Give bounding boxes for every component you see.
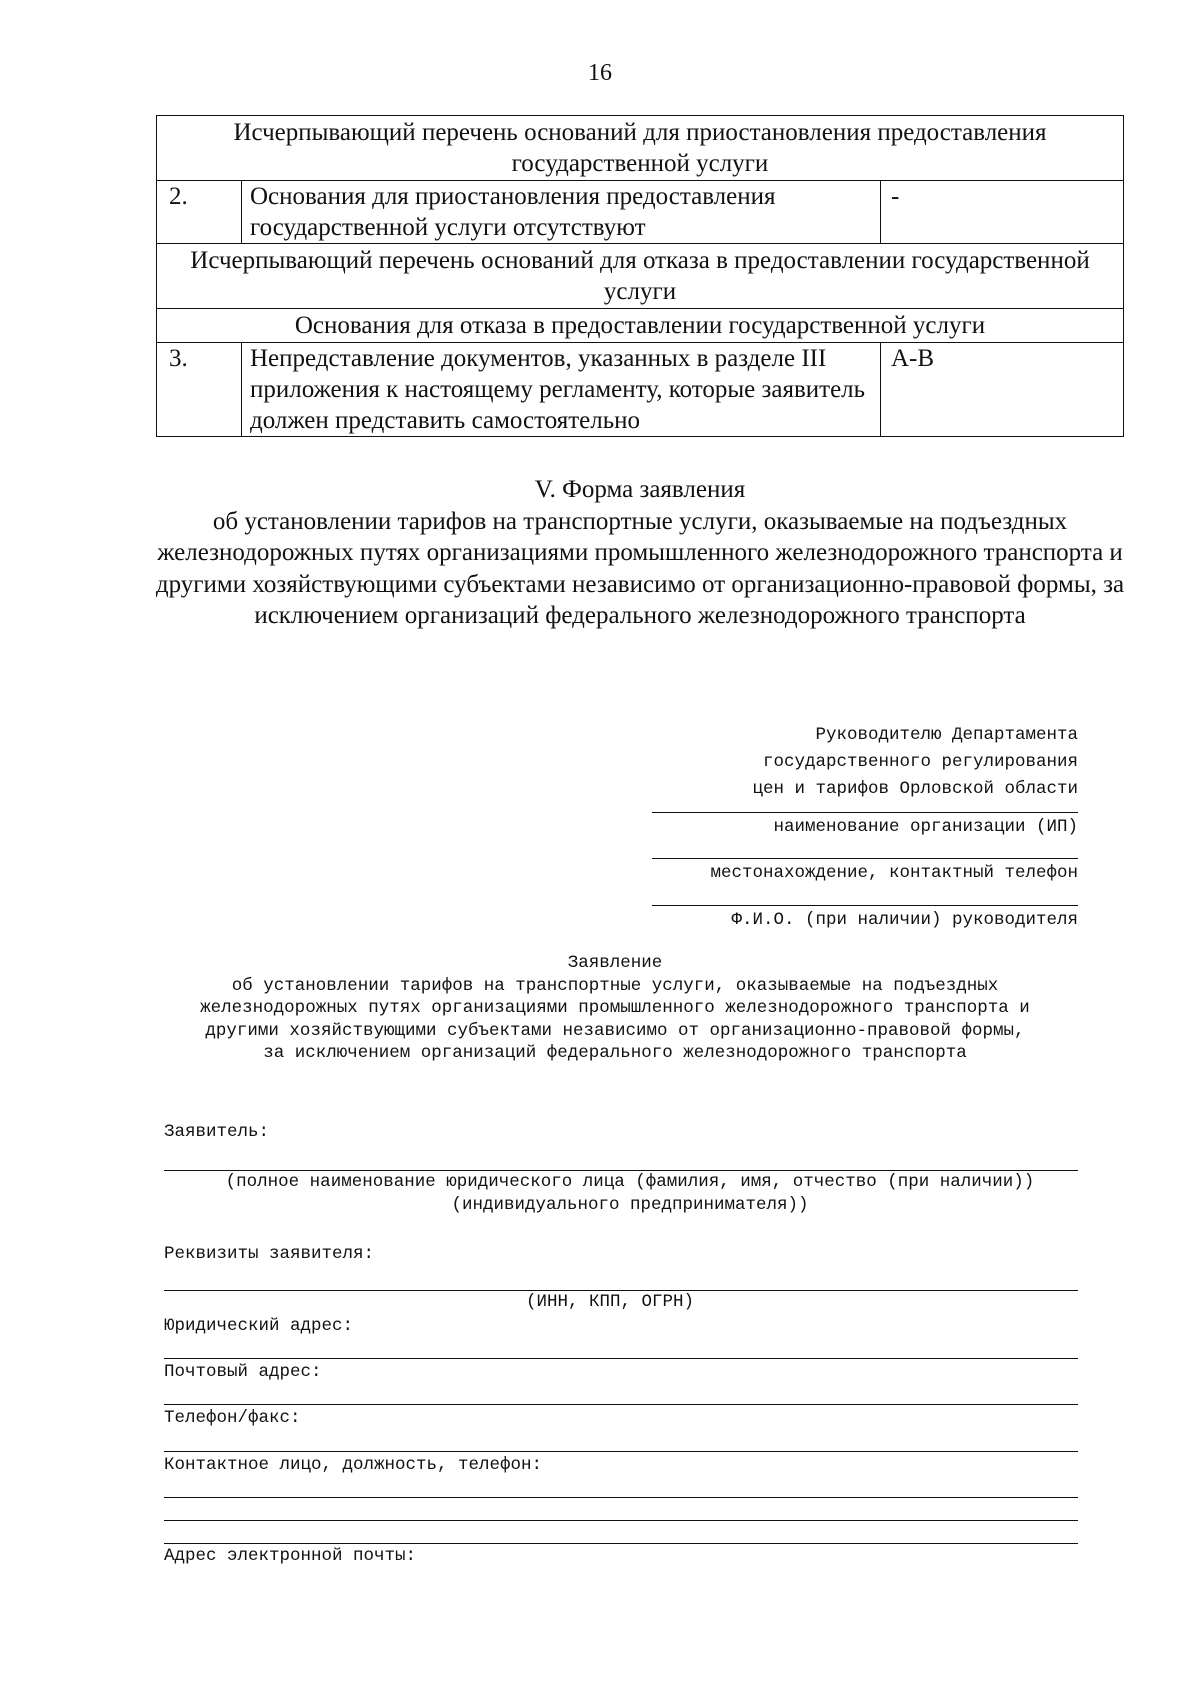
section-heading — [150, 474, 1130, 632]
email-label: Адрес электронной почты: — [164, 1546, 417, 1566]
row-text: Непредставление документов, указанных в разделе III приложения к настоящему регламенту, которые заявитель должен представить самостоятельно — [242, 343, 881, 437]
contact-line[interactable] — [164, 1543, 1078, 1544]
page-number: 16 — [588, 60, 612, 86]
addressee-line: государственного регулирования — [762, 752, 1078, 772]
statement-text: об установлении тарифов на транспортные услуги, оказываемые на подъездных железнодорожных путях организациями промышленного железнодорожного транспорта и другими хозяйствующими субъектами независимо от организационно-правовой формы, за исключением организаций федерального железнодорожного транспорта — [200, 975, 1030, 1063]
addressee-line: Руководителю Департамента — [815, 725, 1078, 745]
refusal-subheader: Основания для отказа в предоставлении государственной услуги — [157, 309, 1124, 343]
section-subtitle: об установлении тарифов на транспортные услуги, оказываемые на подъездных железнодорожных путях организациями промышленного железнодорожного транспорта и другими хозяйствующими субъектами независимо от организационно-правовой формы, за исключением организаций федерального железнодорожного транспорта — [155, 507, 1125, 629]
addressee-line: цен и тарифов Орловской области — [752, 779, 1078, 799]
requisites-caption: (ИНН, КПП, ОГРН) — [525, 1292, 695, 1312]
table-row — [157, 116, 1124, 181]
addressee-block — [658, 722, 1078, 803]
suspension-header: Исчерпывающий перечень оснований для приостановления предоставления государственной услуги — [157, 116, 1124, 181]
section-title: V. Форма заявления — [534, 476, 746, 503]
contact-label: Контактное лицо, должность, телефон: — [164, 1455, 543, 1475]
row-number: 2. — [157, 181, 242, 244]
location-line[interactable] — [652, 858, 1078, 859]
org-name-caption: наименование организации (ИП) — [773, 817, 1078, 837]
table-row — [157, 181, 1124, 244]
table-row — [157, 309, 1124, 343]
head-name-caption: Ф.И.О. (при наличии) руководителя — [731, 910, 1078, 930]
applicant-caption: (полное наименование юридического лица (фамилия, имя, отчество (при наличии)) (индивидуального предпринимателя)) — [225, 1172, 1035, 1215]
row-value: - — [881, 181, 1124, 244]
statement-title: Заявление — [567, 953, 663, 973]
refusal-header: Исчерпывающий перечень оснований для отказа в предоставлении государственной услуги — [157, 244, 1124, 309]
postal-address-label: Почтовый адрес: — [164, 1362, 322, 1382]
requisites-label: Реквизиты заявителя: — [164, 1244, 375, 1264]
grounds-table — [156, 115, 1124, 437]
applicant-label: Заявитель: — [164, 1122, 270, 1142]
row-text: Основания для приостановления предоставления государственной услуги отсутствуют — [242, 181, 881, 244]
contact-line[interactable] — [164, 1520, 1078, 1521]
legal-address-label: Юридический адрес: — [164, 1316, 354, 1336]
legal-address-line[interactable] — [164, 1358, 1078, 1359]
location-caption: местонахождение, контактный телефон — [710, 863, 1078, 883]
table-row — [157, 343, 1124, 437]
phone-fax-line[interactable] — [164, 1451, 1078, 1452]
postal-address-line[interactable] — [164, 1404, 1078, 1405]
org-name-line[interactable] — [652, 812, 1078, 813]
row-number: 3. — [157, 343, 242, 437]
contact-line[interactable] — [164, 1497, 1078, 1498]
statement-heading — [200, 952, 1030, 1065]
phone-fax-label: Телефон/факс: — [164, 1408, 301, 1428]
table-row — [157, 244, 1124, 309]
head-name-line[interactable] — [652, 905, 1078, 906]
row-value: А-В — [881, 343, 1124, 437]
